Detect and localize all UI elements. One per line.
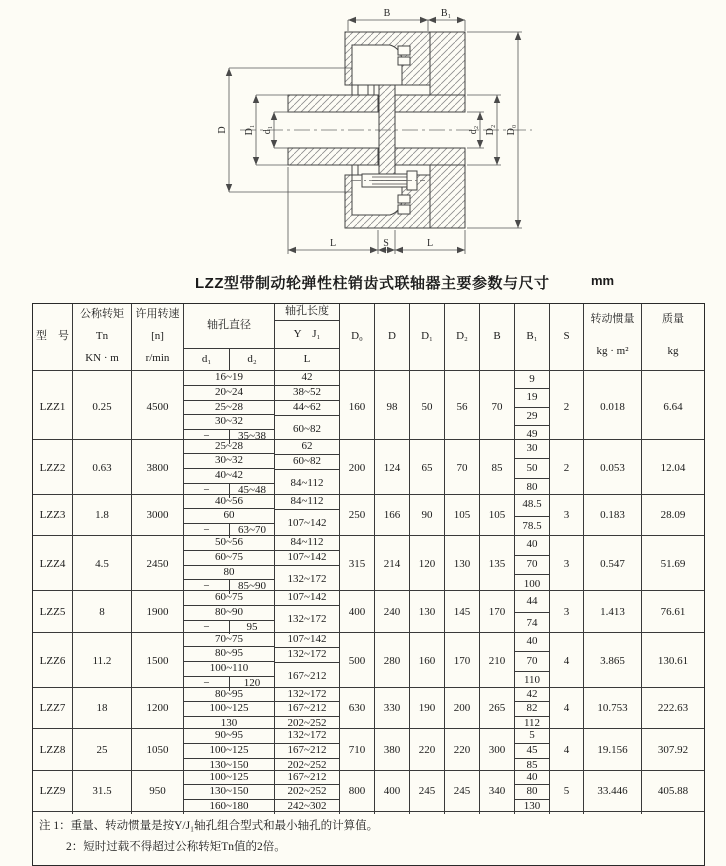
cell-speed: 1200	[132, 688, 184, 731]
b1-cell	[515, 729, 550, 772]
b1-subrow: 45	[515, 743, 549, 758]
table-row	[33, 439, 704, 494]
cell-mass: 28.09	[660, 509, 686, 522]
b1-subrow: 100	[515, 574, 549, 594]
b1-subrow: 40	[526, 770, 538, 783]
length-subrow: 167~212	[275, 701, 339, 716]
b1-subrow: 42	[526, 687, 538, 700]
cell-S: 3	[550, 536, 584, 594]
notes	[33, 811, 704, 865]
dim-label-D: D	[217, 126, 228, 134]
cell-D1: 50	[410, 371, 445, 444]
length-subrow: 132~172	[275, 565, 339, 594]
note-line-2: 2：短时过载不得超过公称转矩Tn值的2倍。	[66, 841, 286, 854]
cell-speed: 4500	[132, 371, 184, 444]
cell-D2: 105	[445, 495, 480, 538]
length-subrow: 202~252	[275, 784, 339, 799]
cell-mass: 76.61	[660, 605, 686, 618]
cell-torque: 11.2	[73, 633, 132, 691]
bore-cell	[184, 633, 275, 691]
bore-subrow: 100~125	[209, 770, 249, 783]
cell-D2: 220	[445, 729, 480, 772]
cell-B: 300	[480, 729, 515, 772]
bore-subrow: 25~28	[215, 439, 243, 452]
table-header-row	[33, 304, 704, 370]
header-mass: 质量 kg	[662, 313, 684, 358]
bore-cell	[184, 729, 275, 772]
cell-B: 85	[480, 440, 515, 498]
title-bar	[0, 272, 726, 296]
cell-torque: 31.5	[73, 771, 132, 814]
length-subrow: 60~82	[275, 415, 339, 444]
cell-D1: 120	[410, 536, 445, 594]
cell-B: 265	[480, 688, 515, 731]
cell-D0: 630	[340, 688, 375, 731]
dim-label-D0: D₀	[506, 124, 517, 136]
bore-subrow: 160~180	[184, 799, 274, 814]
dim-label-D1: D₁	[244, 124, 255, 136]
parameters-table	[32, 303, 705, 866]
b1-subrow: 80	[515, 784, 549, 799]
table-row	[33, 770, 704, 812]
table-body	[33, 370, 704, 811]
cell-torque: 25	[73, 729, 132, 772]
bore-cell	[184, 371, 275, 444]
cell-D: 166	[375, 495, 410, 538]
b1-cell	[515, 536, 550, 594]
length-subrow: 107~142	[275, 509, 339, 538]
cell-D2: 56	[445, 371, 480, 444]
bore-cell	[184, 440, 275, 498]
header-S: S	[550, 304, 584, 370]
cell-D0: 400	[340, 591, 375, 634]
page-title: LZZ型带制动轮弹性柱销齿式联轴器主要参数与尺寸	[195, 275, 550, 292]
b1-cell	[515, 371, 550, 444]
cell-mass: 12.04	[660, 461, 686, 474]
cell-model: LZZ4	[33, 536, 73, 594]
header-B: B	[480, 304, 515, 370]
bore-subrow: 30~32	[184, 414, 274, 429]
cell-inertia: 0.053	[584, 440, 642, 498]
bore-subrow: 130	[184, 716, 274, 731]
bore-cell	[184, 495, 275, 538]
cell-S: 2	[550, 371, 584, 444]
cell-D1: 65	[410, 440, 445, 498]
coupling-section-drawing	[0, 0, 726, 268]
cell-model: LZZ7	[33, 688, 73, 731]
cell-B: 105	[480, 495, 515, 538]
bore-d1: −	[184, 524, 230, 538]
dim-label-D2: D₂	[485, 124, 496, 136]
cell-B: 170	[480, 591, 515, 634]
table-row	[33, 370, 704, 442]
cell-inertia: 0.183	[584, 495, 642, 538]
b1-subrow: 40	[526, 538, 538, 551]
header-D2: D₂	[445, 304, 480, 370]
b1-subrow: 44	[526, 594, 538, 607]
cell-D0: 200	[340, 440, 375, 498]
cell-D2: 170	[445, 633, 480, 691]
cell-torque: 8	[73, 591, 132, 634]
header-D1: D₁	[410, 304, 445, 370]
bore-d2: 63~70	[238, 524, 266, 536]
cell-D2: 200	[445, 688, 480, 731]
bore-cell	[184, 591, 275, 634]
b1-cell	[515, 591, 550, 634]
header-speed: 许用转速 [n] r/min	[132, 304, 184, 370]
bore-subrow: 100~125	[184, 701, 274, 716]
header-inertia: 转动惯量 kg · m²	[584, 304, 642, 370]
cell-B: 210	[480, 633, 515, 691]
bore-subrow: 90~95	[215, 729, 243, 741]
cell-D1: 245	[410, 771, 445, 814]
cell-D2: 130	[445, 536, 480, 594]
b1-subrow: 70	[515, 651, 549, 671]
table-row	[33, 494, 704, 536]
cell-D0: 800	[340, 771, 375, 814]
b1-subrow: 130	[515, 799, 549, 814]
cell-speed: 2450	[132, 536, 184, 594]
cell-D: 400	[375, 771, 410, 814]
bore-subrow: 100~125	[184, 743, 274, 758]
cell-torque: 0.63	[73, 440, 132, 498]
bore-d1: −	[184, 430, 230, 444]
header-d2: d₂	[247, 352, 257, 365]
b1-cell	[515, 688, 550, 731]
cell-mass: 6.64	[663, 400, 683, 413]
length-cell	[275, 371, 340, 444]
length-subrow: 167~212	[275, 743, 339, 758]
bore-cell	[184, 688, 275, 731]
length-subrow: 84~112	[275, 469, 339, 498]
cell-D0: 500	[340, 633, 375, 691]
cell-inertia: 0.018	[584, 371, 642, 444]
bore-subrow: 130~150	[184, 784, 274, 799]
header-D: D	[375, 304, 410, 370]
cell-model: LZZ1	[33, 371, 73, 444]
table-row	[33, 728, 704, 770]
bore-subrow: 80~90	[184, 605, 274, 620]
bore-d1: −	[184, 677, 230, 691]
unit-label: mm	[591, 273, 615, 288]
cell-S: 3	[550, 591, 584, 634]
header-model: 型 号	[33, 304, 73, 370]
table-row	[33, 632, 704, 687]
bore-subrow: 40~42	[184, 468, 274, 483]
cell-inertia: 19.156	[584, 729, 642, 772]
dim-label-d1: d₁	[262, 125, 273, 135]
cell-D: 330	[375, 688, 410, 731]
cell-D0: 315	[340, 536, 375, 594]
cell-inertia: 1.413	[584, 591, 642, 634]
b1-cell	[515, 440, 550, 498]
cell-D0: 160	[340, 371, 375, 444]
header-d1: d₁	[184, 349, 230, 370]
cell-speed: 3800	[132, 440, 184, 498]
cell-D2: 245	[445, 771, 480, 814]
bore-subrow: 25~28	[184, 400, 274, 415]
cell-mass: 130.61	[657, 654, 689, 667]
b1-subrow: 9	[529, 372, 535, 385]
length-subrow: 132~172	[287, 729, 327, 741]
length-subrow: 107~142	[287, 632, 327, 645]
cell-D: 124	[375, 440, 410, 498]
b1-cell	[515, 495, 550, 538]
length-cell	[275, 688, 340, 731]
cell-torque: 4.5	[73, 536, 132, 594]
bore-subrow: 80	[184, 565, 274, 580]
cell-model: LZZ8	[33, 729, 73, 772]
b1-subrow: 112	[515, 716, 549, 731]
bore-d1: −	[184, 580, 230, 594]
cell-mass: 51.69	[660, 558, 686, 571]
b1-subrow: 49	[515, 425, 549, 443]
cell-D1: 90	[410, 495, 445, 538]
bore-d1: −	[184, 621, 230, 635]
bore-subrow: 70~75	[215, 632, 243, 645]
bore-subrow: 100~110	[184, 661, 274, 676]
cell-D0: 250	[340, 495, 375, 538]
cell-D: 98	[375, 371, 410, 444]
bore-subrow: 40~56	[215, 494, 243, 507]
cell-B: 340	[480, 771, 515, 814]
cell-D1: 130	[410, 591, 445, 634]
length-subrow: 167~212	[275, 662, 339, 691]
length-subrow: 84~112	[290, 494, 324, 507]
b1-subrow: 29	[515, 407, 549, 425]
note-line-1: 注 1：重量、转动惯量是按Y/J₁轴孔组合型式和最小轴孔的计算值。	[39, 820, 379, 832]
header-bore-diameter: 轴孔直径 d₁ d₂	[184, 304, 275, 370]
table-row	[33, 535, 704, 593]
header-yj1: Y J₁	[275, 320, 339, 348]
cell-torque: 18	[73, 688, 132, 731]
b1-cell	[515, 771, 550, 814]
cell-D: 280	[375, 633, 410, 691]
b1-cell	[515, 633, 550, 691]
length-subrow: 132~172	[275, 647, 339, 662]
b1-subrow: 78.5	[515, 516, 549, 538]
cell-model: LZZ5	[33, 591, 73, 634]
length-subrow: 60~82	[275, 454, 339, 469]
header-bore-length: 轴孔长度 Y J₁ L	[275, 304, 340, 370]
length-subrow: 44~62	[275, 400, 339, 415]
bore-d2: 95	[246, 620, 258, 633]
length-subrow: 202~252	[275, 758, 339, 773]
bore-d2: 45~48	[238, 483, 266, 496]
length-subrow: 167~212	[287, 770, 327, 783]
b1-subrow: 74	[515, 612, 549, 634]
b1-subrow: 40	[526, 634, 538, 647]
cell-mass: 405.88	[657, 785, 689, 798]
cell-S: 4	[550, 688, 584, 731]
cell-model: LZZ9	[33, 771, 73, 814]
bore-d1: −	[184, 484, 230, 498]
length-cell	[275, 536, 340, 594]
length-subrow: 132~172	[287, 687, 327, 700]
b1-subrow: 48.5	[522, 498, 542, 511]
length-subrow: 132~172	[275, 605, 339, 634]
cell-D: 214	[375, 536, 410, 594]
cell-D1: 220	[410, 729, 445, 772]
bore-d2: 120	[243, 676, 261, 689]
b1-subrow: 5	[529, 729, 535, 741]
length-cell	[275, 771, 340, 814]
length-cell	[275, 591, 340, 634]
header-B1: B₁	[515, 304, 550, 370]
cell-D2: 145	[445, 591, 480, 634]
cell-torque: 0.25	[73, 371, 132, 444]
cell-D0: 710	[340, 729, 375, 772]
b1-subrow: 30	[526, 441, 538, 454]
bore-subrow: 50~56	[215, 536, 243, 548]
cell-D1: 160	[410, 633, 445, 691]
header-D0: D₀	[340, 304, 375, 370]
bore-subrow: 30~32	[184, 453, 274, 468]
bore-subrow: 20~24	[184, 385, 274, 400]
cell-model: LZZ6	[33, 633, 73, 691]
bore-subrow: 80~95	[215, 687, 243, 700]
b1-subrow: 70	[515, 555, 549, 575]
cell-S: 2	[550, 440, 584, 498]
cell-model: LZZ3	[33, 495, 73, 538]
dim-label-d2: d₂	[468, 125, 479, 135]
length-cell	[275, 440, 340, 498]
cell-S: 3	[550, 495, 584, 538]
length-subrow: 107~142	[275, 550, 339, 565]
cell-mass: 222.63	[657, 702, 689, 715]
cell-speed: 3000	[132, 495, 184, 538]
bore-subrow: 80~95	[184, 646, 274, 661]
cell-inertia: 10.753	[584, 688, 642, 731]
cell-speed: 950	[132, 771, 184, 814]
cell-D2: 70	[445, 440, 480, 498]
cell-speed: 1500	[132, 633, 184, 691]
table-row	[33, 590, 704, 632]
bore-subrow: 16~19	[215, 371, 243, 383]
bore-d2: 85~90	[238, 580, 266, 593]
b1-subrow: 80	[515, 478, 549, 498]
cell-D1: 190	[410, 688, 445, 731]
b1-subrow: 19	[515, 388, 549, 406]
cell-speed: 1900	[132, 591, 184, 634]
length-subrow: 84~112	[290, 536, 324, 549]
b1-subrow: 50	[515, 458, 549, 478]
b1-subrow: 82	[515, 701, 549, 716]
cell-D: 380	[375, 729, 410, 772]
length-subrow: 62	[301, 439, 313, 452]
table-row	[33, 687, 704, 729]
dim-label-B: B	[383, 8, 391, 19]
cell-torque: 1.8	[73, 495, 132, 538]
bore-subrow: 60~75	[184, 550, 274, 565]
cell-S: 5	[550, 771, 584, 814]
dim-label-L-right: L	[426, 238, 434, 249]
header-L: L	[275, 348, 339, 370]
cell-B: 70	[480, 371, 515, 444]
header-torque: 公称转矩 Tn KN · m	[73, 304, 132, 370]
length-subrow: 42	[301, 371, 313, 384]
cell-inertia: 3.865	[584, 633, 642, 691]
bore-cell	[184, 771, 275, 814]
length-cell	[275, 633, 340, 691]
cell-model: LZZ2	[33, 440, 73, 498]
bore-cell	[184, 536, 275, 594]
dim-label-L-left: L	[329, 238, 337, 249]
cell-S: 4	[550, 729, 584, 772]
cell-B: 135	[480, 536, 515, 594]
bore-subrow: 130~150	[184, 758, 274, 773]
bore-d2: 35~38	[238, 430, 266, 442]
length-cell	[275, 495, 340, 538]
bore-subrow: 60~75	[215, 591, 243, 603]
cell-S: 4	[550, 633, 584, 691]
cell-D: 240	[375, 591, 410, 634]
length-subrow: 38~52	[275, 385, 339, 400]
bore-subrow: 60	[184, 508, 274, 523]
length-cell	[275, 729, 340, 772]
cell-inertia: 33.446	[584, 771, 642, 814]
length-subrow: 107~142	[287, 591, 327, 604]
cell-inertia: 0.547	[584, 536, 642, 594]
length-subrow: 242~302	[275, 799, 339, 814]
length-subrow: 202~252	[275, 716, 339, 731]
cell-speed: 1050	[132, 729, 184, 772]
b1-subrow: 85	[515, 758, 549, 773]
dim-label-S: S	[383, 238, 389, 249]
b1-subrow: 110	[515, 671, 549, 691]
dim-label-B1: B₁	[440, 8, 452, 19]
cell-mass: 307.92	[657, 743, 689, 756]
